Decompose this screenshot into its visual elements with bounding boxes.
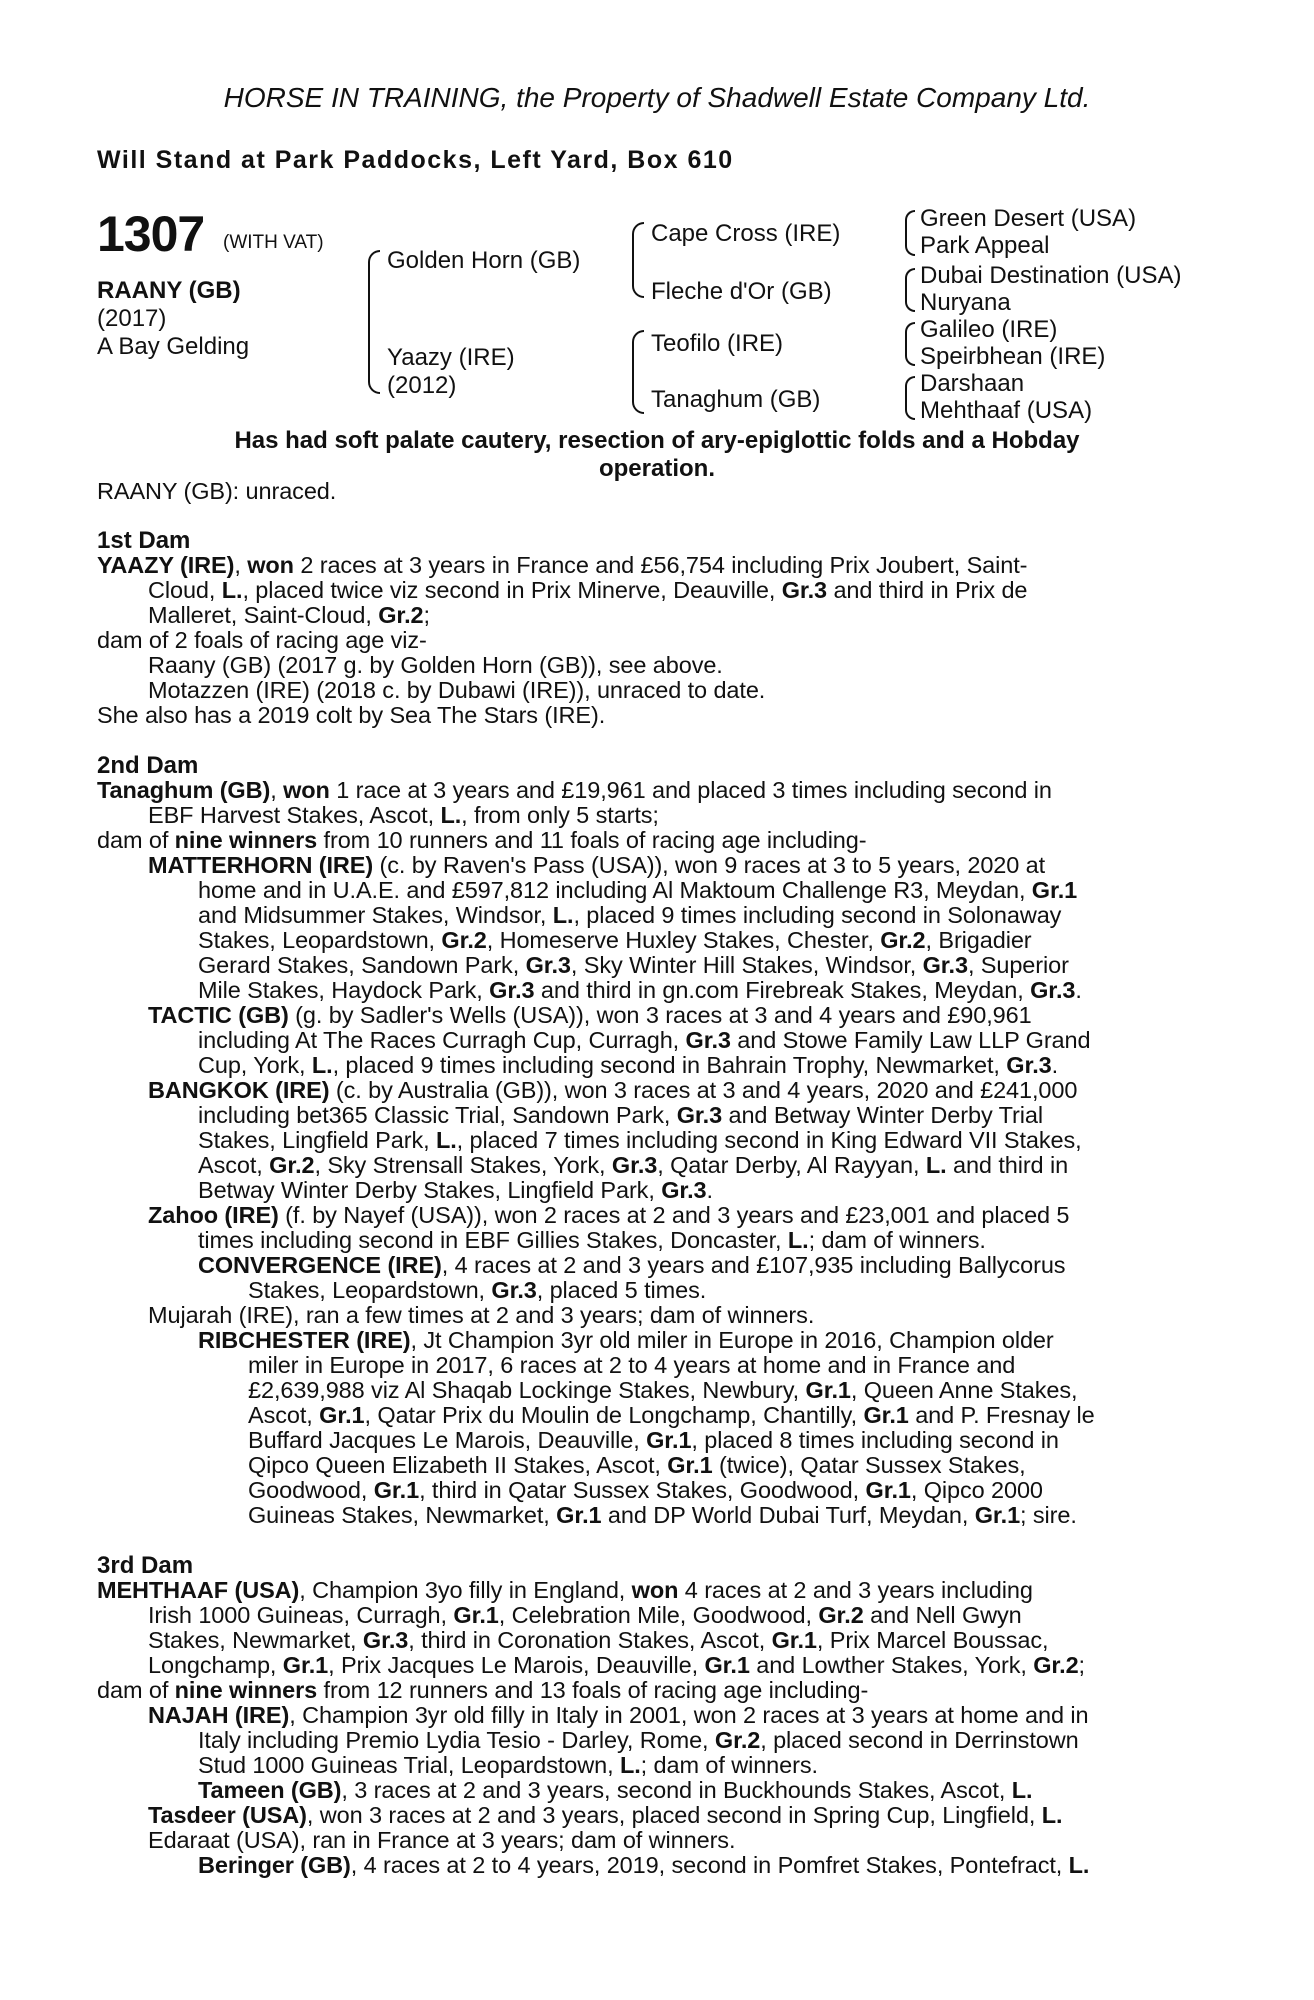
- third-dam-line: Tameen (GB), 3 races at 2 and 3 years, second in Buckhounds Stakes, Ascot, L.: [198, 1777, 1033, 1803]
- pedigree-bracket: [632, 222, 644, 298]
- pedigree-dam: Yaazy (IRE): [387, 344, 515, 371]
- third-dam-line: Edaraat (USA), ran in France at 3 years; dam of winners.: [148, 1827, 736, 1853]
- raany-note: RAANY (GB): unraced.: [97, 478, 337, 504]
- pedigree-bracket: [905, 322, 915, 366]
- second-dam-line: Mile Stakes, Haydock Park, Gr.3 and third in gn.com Firebreak Stakes, Meydan, Gr.3.: [198, 977, 1082, 1003]
- pedigree-dam-sire: Teofilo (IRE): [651, 330, 784, 357]
- pedigree-dam-dam: Tanaghum (GB): [651, 386, 821, 413]
- first-dam-heading: 1st Dam: [97, 527, 191, 554]
- second-dam-line: and Midsummer Stakes, Windsor, L., placed 9 times including second in Solonaway: [198, 902, 1062, 928]
- pedigree-dds: Darshaan: [920, 370, 1025, 397]
- pedigree-sdd: Nuryana: [920, 289, 1011, 316]
- second-dam-line: Betway Winter Derby Stakes, Lingfield Park, Gr.3.: [198, 1177, 713, 1203]
- second-dam-line: Buffard Jacques Le Marois, Deauville, Gr.1, placed 8 times including second in: [248, 1427, 1059, 1453]
- third-dam-line: Beringer (GB), 4 races at 2 to 4 years, 2019, second in Pomfret Stakes, Pontefract, L.: [198, 1852, 1090, 1878]
- stand-location: Will Stand at Park Paddocks, Left Yard, Box 610: [97, 146, 734, 174]
- page-title: HORSE IN TRAINING, the Property of Shadwell Estate Company Ltd.: [223, 82, 1091, 113]
- veterinary-notice: [97, 427, 1217, 483]
- horse-description: A Bay Gelding: [97, 333, 250, 360]
- second-dam-line: home and in U.A.E. and £597,812 including Al Maktoum Challenge R3, Meydan, Gr.1: [198, 877, 1078, 903]
- third-dam-line: NAJAH (IRE), Champion 3yr old filly in Italy in 2001, won 2 races at 3 years at home and in: [148, 1702, 1089, 1728]
- second-dam-line: Tanaghum (GB), won 1 race at 3 years and £19,961 and placed 3 times including second in: [97, 777, 1052, 803]
- pedigree-dsd: Speirbhean (IRE): [920, 343, 1106, 370]
- horse-name: RAANY (GB): [97, 277, 241, 304]
- third-dam-line: Longchamp, Gr.1, Prix Jacques Le Marois, Deauville, Gr.1 and Lowther Stakes, York, Gr.2;: [148, 1652, 1085, 1678]
- second-dam-line: Gerard Stakes, Sandown Park, Gr.3, Sky Winter Hill Stakes, Windsor, Gr.3, Superior: [198, 952, 1069, 978]
- first-dam-line: YAAZY (IRE), won 2 races at 3 years in France and £56,754 including Prix Joubert, Saint-: [97, 552, 1028, 578]
- pedigree-sire: Golden Horn (GB): [387, 247, 581, 274]
- pedigree-dam-year: (2012): [387, 372, 457, 399]
- second-dam-line: RIBCHESTER (IRE), Jt Champion 3yr old miler in Europe in 2016, Champion older: [198, 1327, 1054, 1353]
- second-dam-line: Qipco Queen Elizabeth II Stakes, Ascot, Gr.1 (twice), Qatar Sussex Stakes,: [248, 1452, 1026, 1478]
- pedigree-ssd: Park Appeal: [920, 232, 1050, 259]
- second-dam-line: Stakes, Leopardstown, Gr.2, Homeserve Huxley Stakes, Chester, Gr.2, Brigadier: [198, 927, 1032, 953]
- first-dam-line: Motazzen (IRE) (2018 c. by Dubawi (IRE)), unraced to date.: [148, 677, 766, 703]
- second-dam-line: Guineas Stakes, Newmarket, Gr.1 and DP World Dubai Turf, Meydan, Gr.1; sire.: [248, 1502, 1077, 1528]
- pedigree-sss: Green Desert (USA): [920, 205, 1137, 232]
- second-dam-line: Ascot, Gr.2, Sky Strensall Stakes, York, Gr.3, Qatar Derby, Al Rayyan, L. and third in: [198, 1152, 1069, 1178]
- second-dam-line: BANGKOK (IRE) (c. by Australia (GB)), won 3 races at 3 and 4 years, 2020 and £241,000: [148, 1077, 1078, 1103]
- second-dam-line: including bet365 Classic Trial, Sandown Park, Gr.3 and Betway Winter Derby Trial: [198, 1102, 1043, 1128]
- pedigree-bracket: [905, 210, 915, 256]
- notice-line: operation.: [598, 455, 715, 482]
- third-dam-heading: 3rd Dam: [97, 1552, 194, 1579]
- first-dam-line: Raany (GB) (2017 g. by Golden Horn (GB)), see above.: [148, 652, 723, 678]
- pedigree-dss: Galileo (IRE): [920, 316, 1058, 343]
- pedigree-sds: Dubai Destination (USA): [920, 262, 1182, 289]
- third-dam-line: dam of nine winners from 12 runners and 13 foals of racing age including-: [97, 1677, 869, 1703]
- horse-year: (2017): [97, 305, 167, 332]
- third-dam-line: MEHTHAAF (USA), Champion 3yo filly in England, won 4 races at 2 and 3 years including: [97, 1577, 1033, 1603]
- second-dam-line: times including second in EBF Gillies Stakes, Doncaster, L.; dam of winners.: [198, 1227, 986, 1253]
- second-dam-line: Cup, York, L., placed 9 times including second in Bahrain Trophy, Newmarket, Gr.3.: [198, 1052, 1059, 1078]
- second-dam-line: miler in Europe in 2017, 6 races at 2 to 4 years at home and in France and: [248, 1352, 1016, 1378]
- second-dam-line: TACTIC (GB) (g. by Sadler's Wells (USA)), won 3 races at 3 and 4 years and £90,961: [148, 1002, 1032, 1028]
- first-dam-line: Malleret, Saint-Cloud, Gr.2;: [148, 602, 430, 628]
- second-dam-line: Stakes, Leopardstown, Gr.3, placed 5 times.: [248, 1277, 707, 1303]
- second-dam-line: CONVERGENCE (IRE), 4 races at 2 and 3 years and £107,935 including Ballycorus: [198, 1252, 1066, 1278]
- vat-note: (WITH VAT): [223, 232, 324, 253]
- pedigree-bracket: [905, 268, 915, 312]
- third-dam-line: Italy including Premio Lydia Tesio - Darley, Rome, Gr.2, placed second in Derrinstown: [198, 1727, 1079, 1753]
- third-dam-line: Stakes, Newmarket, Gr.3, third in Coronation Stakes, Ascot, Gr.1, Prix Marcel Boussac,: [148, 1627, 1049, 1653]
- second-dam-line: dam of nine winners from 10 runners and 11 foals of racing age including-: [97, 827, 867, 853]
- third-dam-line: Stud 1000 Guineas Trial, Leopardstown, L.; dam of winners.: [198, 1752, 818, 1778]
- third-dam-line: Irish 1000 Guineas, Curragh, Gr.1, Celebration Mile, Goodwood, Gr.2 and Nell Gwyn: [148, 1602, 1022, 1628]
- second-dam-line: MATTERHORN (IRE) (c. by Raven's Pass (USA)), won 9 races at 3 to 5 years, 2020 at: [148, 852, 1046, 878]
- notice-line: Has had soft palate cautery, resection of ary-epiglottic folds and a Hobday: [234, 427, 1080, 454]
- second-dam-line: £2,639,988 viz Al Shaqab Lockinge Stakes, Newbury, Gr.1, Queen Anne Stakes,: [248, 1377, 1078, 1403]
- second-dam-line: including At The Races Curragh Cup, Curragh, Gr.3 and Stowe Family Law LLP Grand: [198, 1027, 1091, 1053]
- first-dam-line: dam of 2 foals of racing age viz-: [97, 627, 427, 653]
- pedigree-bracket: [905, 376, 915, 420]
- second-dam-heading: 2nd Dam: [97, 752, 199, 779]
- second-dam-line: EBF Harvest Stakes, Ascot, L., from only 5 starts;: [148, 802, 659, 828]
- pedigree-sire-dam: Fleche d'Or (GB): [651, 278, 832, 305]
- pedigree-bracket: [632, 330, 644, 414]
- pedigree-sire-sire: Cape Cross (IRE): [651, 220, 841, 247]
- second-dam-line: Stakes, Lingfield Park, L., placed 7 times including second in King Edward VII Stakes,: [198, 1127, 1082, 1153]
- second-dam-line: Ascot, Gr.1, Qatar Prix du Moulin de Longchamp, Chantilly, Gr.1 and P. Fresnay le: [248, 1402, 1095, 1428]
- third-dam-line: Tasdeer (USA), won 3 races at 2 and 3 years, placed second in Spring Cup, Lingfield, L.: [148, 1802, 1063, 1828]
- pedigree-ddd: Mehthaaf (USA): [920, 397, 1093, 424]
- second-dam-line: Goodwood, Gr.1, third in Qatar Sussex Stakes, Goodwood, Gr.1, Qipco 2000: [248, 1477, 1043, 1503]
- first-dam-line: She also has a 2019 colt by Sea The Stars (IRE).: [97, 702, 606, 728]
- lot-number: 1307: [97, 206, 205, 262]
- second-dam-line: Mujarah (IRE), ran a few times at 2 and 3 years; dam of winners.: [148, 1302, 815, 1328]
- second-dam-line: Zahoo (IRE) (f. by Nayef (USA)), won 2 races at 2 and 3 years and £23,001 and placed 5: [148, 1202, 1070, 1228]
- pedigree-bracket: [368, 250, 380, 394]
- first-dam-line: Cloud, L., placed twice viz second in Prix Minerve, Deauville, Gr.3 and third in Prix de: [148, 577, 1028, 603]
